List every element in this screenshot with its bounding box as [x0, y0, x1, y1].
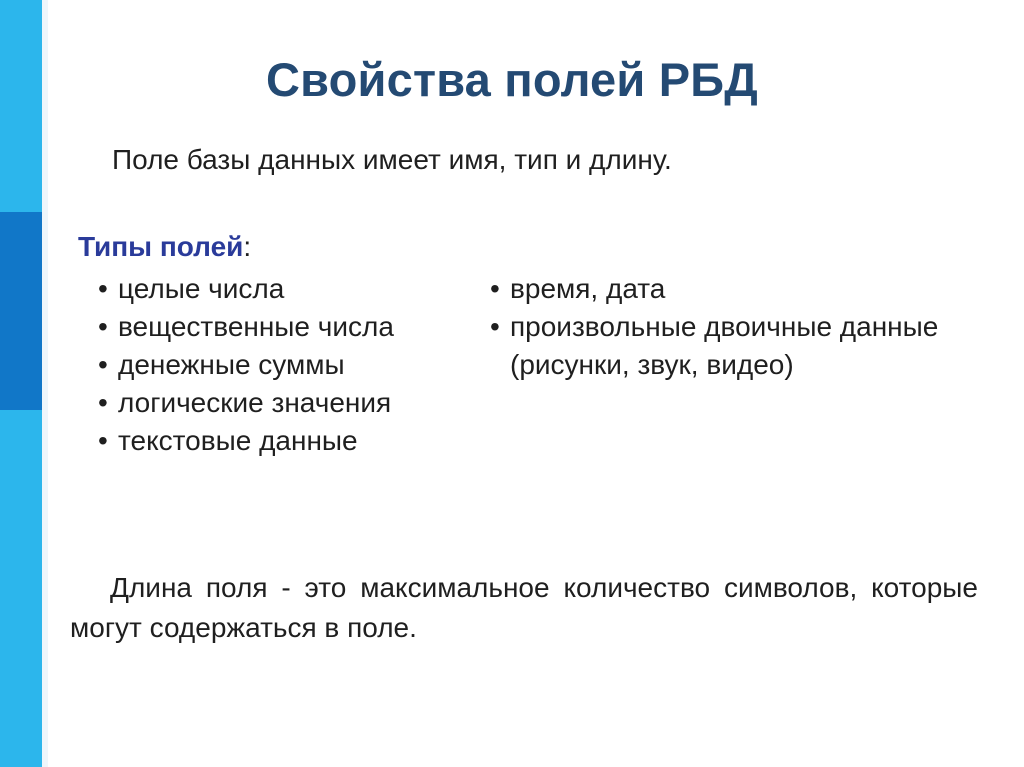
bullet-icon: • — [98, 349, 108, 380]
list-item — [98, 346, 394, 384]
list-item-text: время, дата — [510, 273, 666, 304]
list-item-text: целые числа — [118, 273, 285, 304]
intro-text: Поле базы данных имеет имя, тип и длину. — [112, 144, 672, 175]
list-item — [98, 384, 394, 422]
field-length-definition: Длина поля - это максимальное количество символов, которые могут содержаться в поле. — [70, 572, 978, 643]
bullet-icon: • — [98, 311, 108, 342]
list-item-text: (рисунки, звук, видео) — [510, 349, 794, 380]
bullet-icon: • — [98, 273, 108, 304]
types-heading-label: Типы полей — [78, 231, 244, 262]
bullet-icon: • — [490, 273, 500, 304]
list-item — [490, 308, 938, 346]
list-item-continuation — [490, 346, 938, 384]
list-item — [98, 422, 394, 460]
list-item-text: денежные суммы — [118, 349, 345, 380]
list-item-text: произвольные двоичные данные — [510, 311, 939, 342]
field-types-list-left — [98, 270, 394, 460]
list-item — [490, 270, 938, 308]
field-types-list-right — [490, 270, 938, 384]
sidebar-gap — [42, 0, 48, 767]
types-heading — [78, 231, 251, 263]
types-heading-colon: : — [243, 231, 252, 262]
list-item-text: вещественные числа — [118, 311, 394, 342]
bullet-icon: • — [98, 387, 108, 418]
sidebar-accent-block — [0, 212, 42, 410]
bullet-icon: • — [490, 311, 500, 342]
list-item — [98, 308, 394, 346]
list-item-text: текстовые данные — [118, 425, 358, 456]
slide-title: Свойства полей РБД — [266, 53, 758, 106]
list-item-text: логические значения — [118, 387, 392, 418]
list-item — [98, 270, 394, 308]
bullet-icon: • — [98, 425, 108, 456]
